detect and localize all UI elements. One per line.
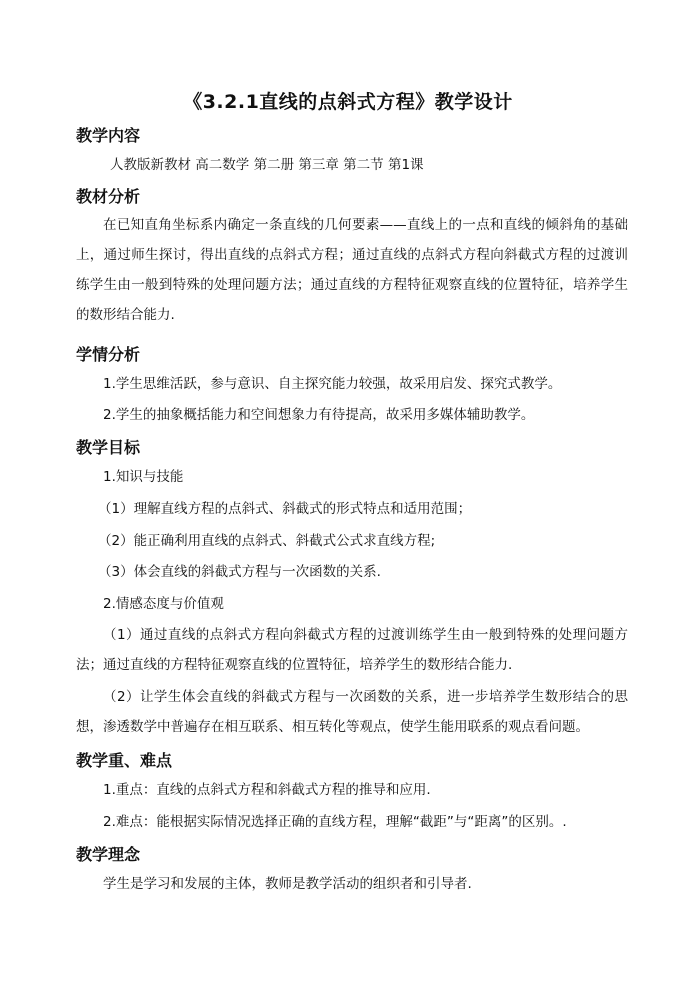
goal-item-2: （2）能正确利用直线的点斜式、斜截式公式求直线方程; [98,533,436,549]
goal-subheading-knowledge: 1.知识与技能 [103,469,184,485]
material-analysis-text: 在已知直角坐标系内确定一条直线的几何要素——直线上的一点和直线的倾斜角的基础上，通过师生探讨，得出直线的点斜式方程；通过直线的点斜式方程向斜截式方程的过渡训练学生由一般到特殊的处理问题方法；通过直线的方程特征观察直线的位置特征，培养学生的数形结合能力. [76,217,628,323]
attitude-item-1: （1）通过直线的点斜式方程向斜截式方程的过渡训练学生由一般到特殊的处理问题方法；通过直线的方程特征观察直线的位置特征，培养学生的数形结合能力. [76,627,628,673]
teaching-content-text: 人教版新教材 高二数学 第二册 第三章 第二节 第1课 [110,157,424,173]
key-point: 1.重点：直线的点斜式方程和斜截式方程的推导和应用. [103,782,431,798]
goal-item-1: （1）理解直线方程的点斜式、斜截式的形式特点和适用范围； [98,501,472,517]
document-title: 《3.2.1直线的点斜式方程》教学设计 [183,91,513,113]
difficult-point: 2.难点：能根据实际情况选择正确的直线方程，理解“截距”与“距离”的区别。. [103,814,567,830]
attitude-item-2: （2）让学生体会直线的斜截式方程与一次函数的关系，进一步培养学生数形结合的思想，渗透数学中普遍存在相互联系、相互转化等观点，使学生能用联系的观点看问题。 [76,689,628,735]
heading-material-analysis: 教材分析 [76,187,141,206]
student-analysis-item-2: 2.学生的抽象概括能力和空间想象力有待提高，故采用多媒体辅助教学。 [103,407,535,423]
heading-key-difficult: 教学重、难点 [76,751,173,770]
heading-teaching-goals: 教学目标 [76,438,141,457]
teaching-idea-text: 学生是学习和发展的主体，教师是教学活动的组织者和引导者. [103,876,472,892]
goal-subheading-attitude: 2.情感态度与价值观 [103,596,224,612]
heading-teaching-idea: 教学理念 [76,845,141,864]
goal-item-3: （3）体会直线的斜截式方程与一次函数的关系. [98,564,381,580]
heading-teaching-content: 教学内容 [76,126,141,145]
heading-student-analysis: 学情分析 [76,345,141,364]
student-analysis-item-1: 1.学生思维活跃，参与意识、自主探究能力较强，故采用启发、探究式教学。 [103,376,562,392]
